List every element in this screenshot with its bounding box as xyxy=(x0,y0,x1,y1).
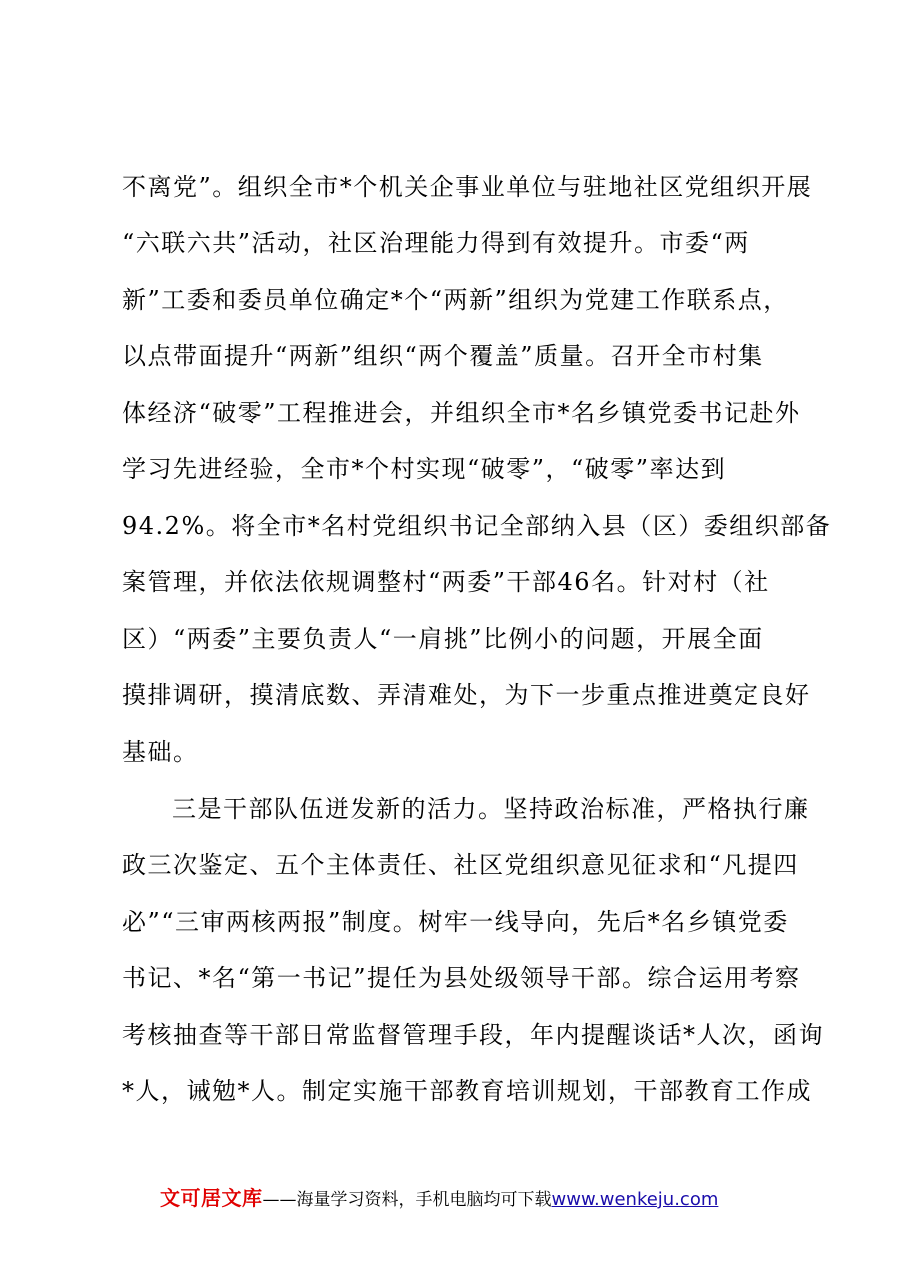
text-line: 基础。 xyxy=(122,738,199,766)
text-line: 新”工委和委员单位确定*个“两新”组织为党建工作联系点， xyxy=(122,286,789,314)
text-line: 考核抽查等干部日常监督管理手段，年内提醒谈话*人次，函询 xyxy=(122,1021,824,1049)
brand-name: 文可居文库 xyxy=(160,1186,263,1210)
paragraph-first-line: 三是干部队伍迸发新的活力。坚持政治标准，严格执行廉 xyxy=(172,795,810,823)
text-line: 政三次鉴定、五个主体责任、社区党组织意见征求和“凡提四 xyxy=(122,851,799,879)
text-line: 书记、*名“第一书记”提任为县处级领导干部。综合运用考察 xyxy=(122,964,801,992)
website-link[interactable]: www.wenkeju.com xyxy=(551,1189,719,1210)
text-line: 94.2%。将全市*名村党组织书记全部纳入县（区）委组织部备 xyxy=(122,512,832,540)
text-line: 学习先进经验，全市*个村实现“破零”，“破零”率达到 xyxy=(122,455,727,483)
text-line: 体经济“破零”工程推进会，并组织全市*名乡镇党委书记赴外 xyxy=(122,399,801,427)
footer-banner xyxy=(160,1182,718,1211)
text-line: *人，诫勉*人。制定实施干部教育培训规划，干部教育工作成 xyxy=(122,1077,812,1105)
footer-tagline: ——海量学习资料，手机电脑均可下载 xyxy=(262,1190,552,1210)
text-line: 不离党”。组织全市*个机关企事业单位与驻地社区党组织开展 xyxy=(122,173,813,201)
text-line: 以点带面提升“两新”组织“两个覆盖”质量。召开全市村集 xyxy=(122,342,764,370)
text-line: 案管理，并依法依规调整村“两委”干部46名。针对村（社 xyxy=(122,568,770,596)
text-line: 摸排调研，摸清底数、弄清难处，为下一步重点推进奠定良好 xyxy=(122,681,811,709)
text-line: 区）“两委”主要负责人“一肩挑”比例小的问题，开展全面 xyxy=(122,625,764,653)
text-line: 必”“三审两核两报”制度。树牢一线导向，先后*名乡镇党委 xyxy=(122,908,789,936)
text-line: “六联六共”活动，社区治理能力得到有效提升。市委“两 xyxy=(122,229,750,257)
